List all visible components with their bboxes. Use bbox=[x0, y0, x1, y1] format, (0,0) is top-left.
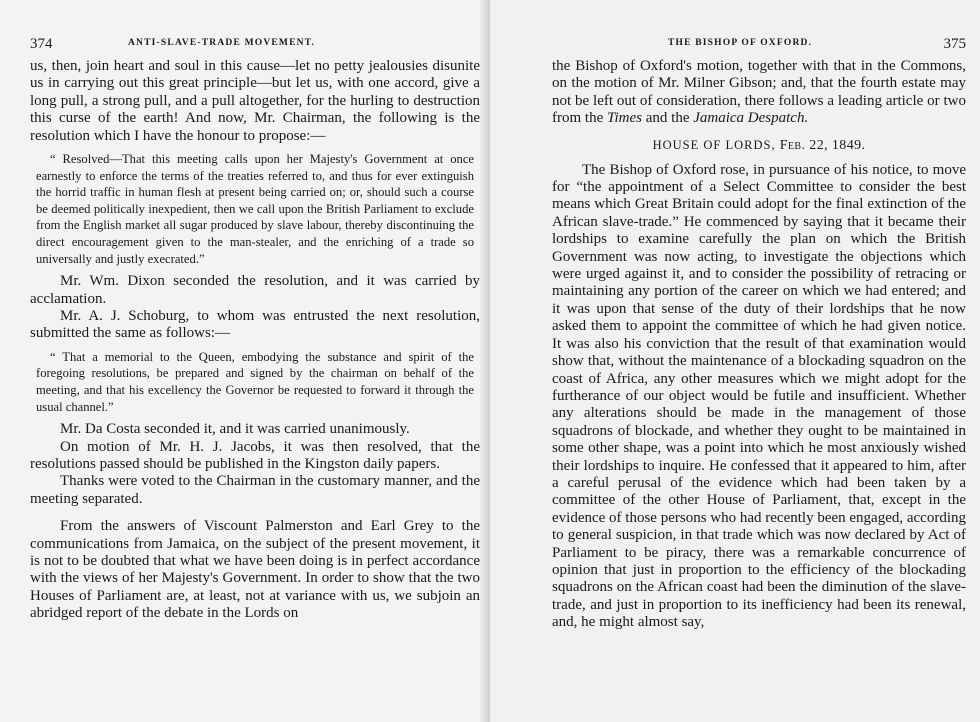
running-head-right: THE BISHOP OF OXFORD. bbox=[668, 38, 813, 48]
section-gap bbox=[30, 508, 480, 518]
text-run: and the bbox=[642, 110, 694, 127]
paragraph bbox=[552, 58, 966, 128]
paragraph: The Bishop of Oxford rose, in pursuance of his notice, to move for “the appointment of a Select Committee to consider the best means which Great Britain could adopt for the final extinction of the African slave-trade.” He commenced by saying that it became their lordships to examine carefully the plan on which the British Government was now acting, to investigate the objections which were urged against it, and to consider the possibility of retracing or maintaining any portion of the career on which we had entered; and it was upon that sense of the duty of their lordships that he now asked them to appoint the committee of which he had given notice. It was also his conviction that the result of that examination would show that, without the maintenance of a blockading squadron on the coast of Africa, any other measures which we might adopt for the furtherance of our object would be futile and insufficient. Whether any alterations should be made in the management of those squadrons of blockade, and whether they ought to be maintained in some other shape, was a point into which he most anxiously wished their lordships to inquire. He confessed that it appeared to him, after a careful perusal of the evidence which had been taken by a committee of the other House of Parliament, that, except in the evidence of those persons who had recently been engaged, according to general suspicion, in that trade which was now declared by Act of Parliament to be piracy, there was a remarkable concurrence of opinion that just in proportion to the efficiency of the blockading squadrons on the African coast had been the diminution of the slave-trade, and just in proportion to its inefficiency had been its renewal, and, he might almost say, bbox=[552, 161, 967, 631]
heading-date: Feb. 22, 1849. bbox=[779, 137, 866, 153]
section-heading bbox=[552, 138, 966, 154]
right-page bbox=[490, 0, 980, 722]
paragraph: From the answers of Viscount Palmerston and Earl Grey to the communications from Jamaica, on the subject of the present movement, it is not to be doubted that what we have been doing is in perfect accordance with the views of her Majesty's Government. In order to show that the two Houses of Parliament are, at least, not at variance with us, we subjoin an abridged report of the debate in the Lords on bbox=[30, 518, 480, 622]
heading-text: HOUSE OF LORDS, bbox=[652, 137, 776, 152]
paragraph: us, then, join heart and soul in this cause—let no petty jealousies disunite us in carrying out this great principle—but let us, with one accord, give a long pull, a strong pull, and a pull altogether, for the hurling to destruction this curse of the earth! And now, Mr. Chairman, the following is the resolution which I have the honour to propose:— bbox=[30, 58, 480, 144]
paragraph: On motion of Mr. H. J. Jacobs, it was then resolved, that the resolutions passed should be published in the Kingston daily papers. bbox=[30, 438, 480, 472]
paragraph: Thanks were voted to the Chairman in the customary manner, and the meeting separated. bbox=[30, 473, 480, 507]
memorial-quote: “ That a memorial to the Queen, embodying the substance and spirit of the foregoing resolutions, be prepared and signed by the chairman on behalf of the meeting, and that his excellency the Governor be requested to forward it through the usual channel.” bbox=[36, 349, 474, 414]
text-run: the Bishop of Oxford's motion, together with that in the Commons, on the motion of Mr. Milner Gibson; and, that the fourth estate may not be left out of consideration, there follows a leading article or two from the bbox=[552, 58, 966, 127]
paragraph: Mr. Wm. Dixon seconded the resolution, and it was carried by acclamation. bbox=[30, 273, 480, 307]
left-page-header bbox=[30, 36, 480, 58]
right-page-header bbox=[552, 36, 966, 58]
page-number-left: 374 bbox=[30, 36, 53, 52]
times-title: Times bbox=[606, 110, 642, 127]
page-number-right: 375 bbox=[943, 36, 966, 52]
paragraph: Mr. Da Costa seconded it, and it was carried unanimously. bbox=[60, 421, 410, 438]
paragraph: Mr. A. J. Schoburg, to whom was entrusted the next resolution, submitted the same as follows:— bbox=[30, 308, 480, 342]
left-page bbox=[0, 0, 488, 722]
running-head-left: ANTI-SLAVE-TRADE MOVEMENT. bbox=[128, 38, 316, 48]
resolution-quote: “ Resolved—That this meeting calls upon her Majesty's Government at once earnestly to enforce the terms of the treaties referred to, and thus for ever extinguish the horrid traffic in human flesh at present being carried on; or, should such a course be deemed politically inexpedient, then we call upon the British Parliament to exclude from the English market all sugar produced by slave labour, thereby discontinuing the direct encouragement given to the man-stealer, and the enriching of a trade so universally and justly execrated.” bbox=[36, 152, 474, 266]
jamaica-despatch-title: Jamaica Despatch. bbox=[693, 110, 809, 127]
